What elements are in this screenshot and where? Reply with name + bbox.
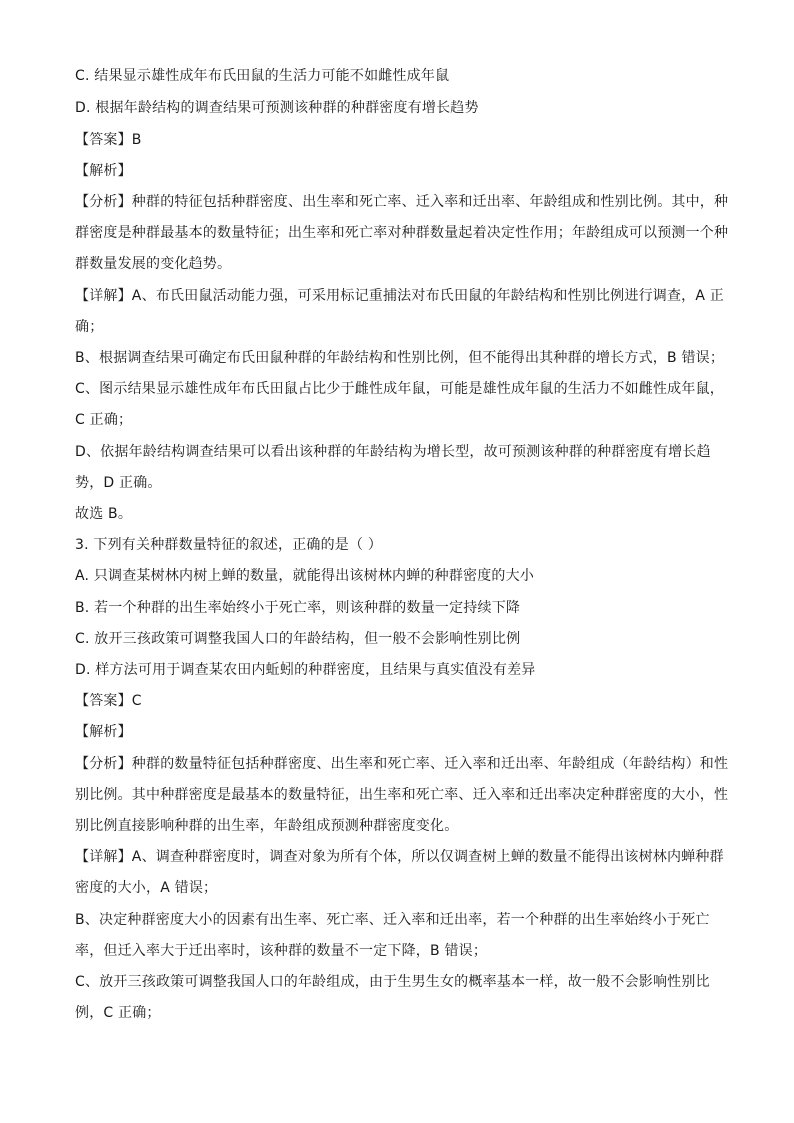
detail-text: 确；	[75, 319, 104, 335]
detail-text: C、图示结果显示雄性成年布氏田鼠占比少于雌性成年鼠，可能是雄性成年鼠的生活力不如雌性成年鼠，	[75, 381, 724, 397]
analysis-label: 【解析】	[75, 163, 132, 179]
detail-text: 【详解】A、布氏田鼠活动能力强，可采用标记重捕法对布氏田鼠的年龄结构和性别比例进行调查，A 正	[75, 288, 725, 304]
question-3-stem: 3. 下列有关种群数量特征的叙述，正确的是（ ）	[75, 537, 383, 553]
analysis-text: 别比例。其中种群密度是最基本的数量特征，出生率和死亡率、迁入率和迁出率决定种群密度的大小，性	[75, 787, 729, 803]
answer-label: 【答案】C	[75, 693, 142, 709]
detail-text: 密度的大小，A 错误；	[75, 880, 218, 896]
option-c-previous: C. 结果显示雄性成年布氏田鼠的生活力可能不如雌性成年鼠	[75, 68, 450, 84]
option-d: D. 样方法可用于调查某农田内蚯蚓的种群密度，且结果与真实值没有差异	[75, 662, 536, 678]
analysis-text: 【分析】种群的特征包括种群密度、出生率和死亡率、迁入率和迁出率、年龄组成和性别比例。其中，种	[75, 194, 729, 210]
analysis-label: 【解析】	[75, 724, 132, 740]
detail-text: 率，但迁入率大于迁出率时，该种群的数量不一定下降，B 错误；	[75, 943, 488, 959]
analysis-text: 别比例直接影响种群的出生率，年龄组成预测种群密度变化。	[75, 818, 459, 834]
detail-text: C、放开三孩政策可调整我国人口的年龄组成，由于生男生女的概率基本一样，故一般不会影响性别比	[75, 974, 710, 990]
analysis-text: 【分析】种群的数量特征包括种群密度、出生率和死亡率、迁入率和迁出率、年龄组成（年龄结构）和性	[75, 756, 729, 772]
option-b: B. 若一个种群的出生率始终小于死亡率，则该种群的数量一定持续下降	[75, 600, 521, 616]
detail-text: B、根据调查结果可确定布氏田鼠种群的年龄结构和性别比例，但不能得出其种群的增长方式，B 错误；	[75, 350, 725, 366]
answer-label: 【答案】B	[75, 132, 142, 148]
option-c: C. 放开三孩政策可调整我国人口的年龄结构，但一般不会影响性别比例	[75, 631, 521, 647]
detail-text: 【详解】A、调查种群密度时，调查对象为所有个体，所以仅调查树上蝉的数量不能得出该树林内蝉种群	[75, 849, 724, 865]
choice-text: 故选 B。	[75, 506, 133, 522]
detail-text: C 正确；	[75, 412, 133, 428]
analysis-text: 群数量发展的变化趋势。	[75, 256, 232, 272]
option-a: A. 只调查某树林内树上蝉的数量，就能得出该树林内蝉的种群密度的大小	[75, 568, 535, 584]
option-d-previous: D. 根据年龄结构的调查结果可预测该种群的种群密度有增长趋势	[75, 100, 479, 116]
detail-text: 例，C 正确；	[75, 1005, 161, 1021]
detail-text: B、决定种群密度大小的因素有出生率、死亡率、迁入率和迁出率，若一个种群的出生率始终小于死亡	[75, 912, 710, 928]
detail-text: 势，D 正确。	[75, 475, 162, 491]
analysis-text: 群密度是种群最基本的数量特征；出生率和死亡率对种群数量起着决定性作用；年龄组成可以预测一个种	[75, 225, 729, 241]
detail-text: D、依据年龄结构调查结果可以看出该种群的年龄结构为增长型，故可预测该种群的种群密度有增长趋	[75, 444, 711, 460]
